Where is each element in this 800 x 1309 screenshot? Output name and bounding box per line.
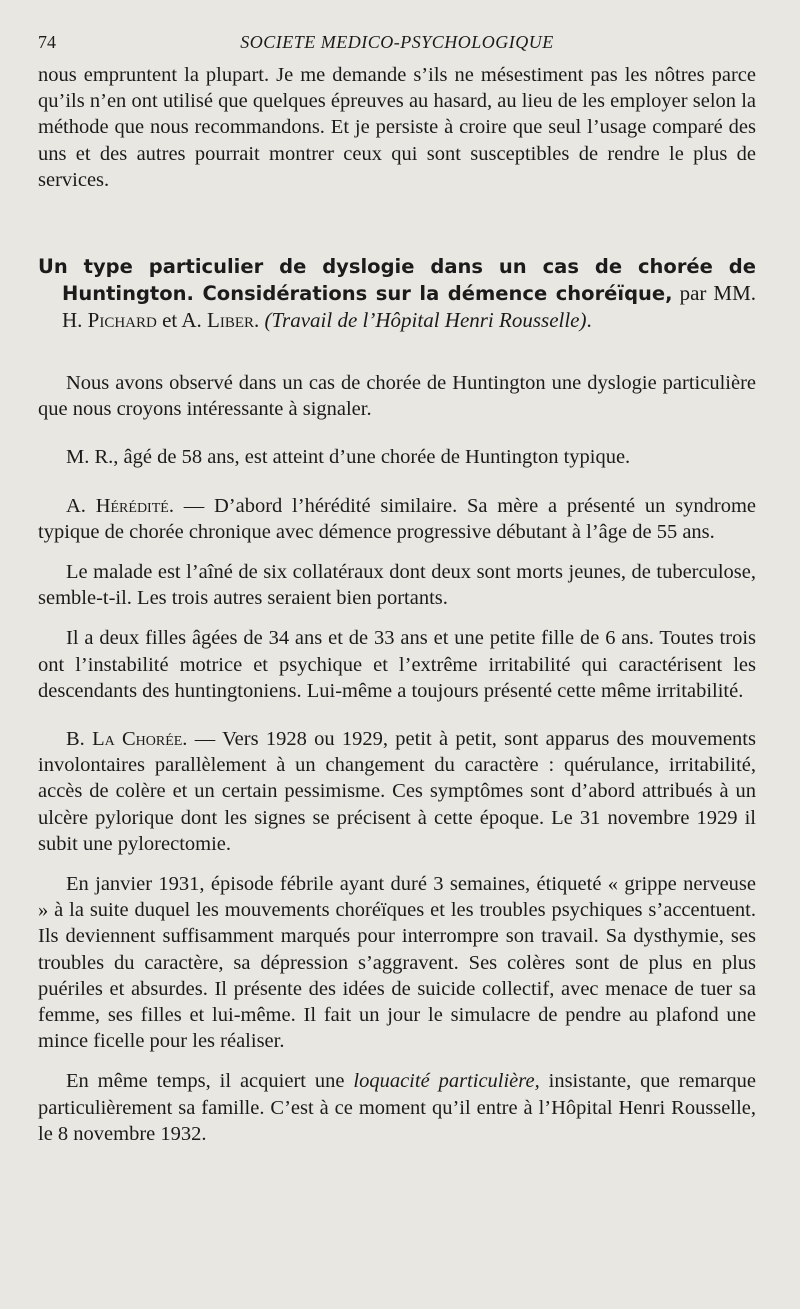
page-header [38,28,756,62]
section-heading-heredite: A. Hérédité. [66,494,174,517]
paragraph-8-italic: loquacité particulière, [353,1070,540,1093]
paragraph-choree [38,726,756,857]
author-2: Liber [207,308,255,333]
paragraph-8 [38,1068,756,1147]
article-title-and: et A. [156,308,208,333]
paragraph-choree-text: — Vers 1928 ou 1929, petit à petit, sont apparus des mouvements involontaires parallèlement à un changement du caractère : quérulance, irritabilité, accès de colère et un certain pessimisme. Ces symptômes sont d’abord attribués à un ulcère pylorique dont les signes se précisent à cette époque. Le 31 novembre 1929 il subit une pylorectomie. [38,728,756,855]
article-title-par: par MM. H. [62,281,756,333]
article-title-bold: Un type particulier de dyslogie dans un cas de chorée de Huntington. Considérations sur la démence choréïque, [38,255,756,306]
paragraph-2: M. R., âgé de 58 ans, est atteint d’une chorée de Huntington typique. [66,446,631,469]
paragraph-heredite-text: — D’abord l’hérédité similaire. Sa mère a présenté un syndrome typique de chorée chronique avec démence progressive débutant à l’âge de 55 ans. [38,494,756,543]
paragraph-4: Le malade est l’aîné de six collatéraux dont deux sont morts jeunes, de tuberculose, semble-t-il. Les trois autres seraient bien portants. [38,561,756,610]
intro-paragraph: nous empruntent la plupart. Je me demande s’ils ne mésestiment pas les nôtres parce qu’ils n’en ont utilisé que quelques épreuves au hasard, au lieu de les employer selon la méthode que nous recommandons. Et je persiste à croire que seul l’usage comparé des uns et des autres pourrait montrer ceux qui sont susceptibles de rendre le plus de services. [38,64,756,191]
paragraph-5: Il a deux filles âgées de 34 ans et de 33 ans et une petite fille de 6 ans. Toutes trois ont l’instabilité motrice et psychique et l’extrême irritabilité qui caractérisent les descendants des huntingtoniens. Lui-même a toujours présenté cette même irritabilité. [38,627,756,702]
section-heading-choree: B. La Chorée. [66,728,188,751]
page-number: 74 [38,32,56,52]
paragraph-8-end: insistante, que remarque particulièrement sa famille. C’est à ce moment qu’il entre à l’Hôpital Henri Rousselle, le 8 novembre 1932. [38,1070,756,1145]
article-title-period: . [254,308,265,333]
article-title [38,253,756,334]
article-title-end: . [586,308,592,333]
institution: (Travail de l’Hôpital Henri Rousselle) [264,308,587,333]
running-title: SOCIETE MEDICO-PSYCHOLOGIQUE [240,32,554,52]
author-1: Pichard [87,308,157,333]
paragraph-heredite [38,493,756,545]
paragraph-7: En janvier 1931, épisode fébrile ayant duré 3 semaines, étiqueté « grippe nerveuse » à la suite duquel les mouvements choréïques et les troubles psychiques s’accentuent. Ils deviennent suffisamment marqués pour interrompre son travail. Sa dysthymie, ses troubles du caractère, sa dépression s’aggravent. Ses colères sont de plus en plus puériles et absurdes. Il présente des idées de suicide collectif, avec menace de tuer sa femme, ses filles et lui-même. Il fait un jour le simulacre de pendre au plafond une mince ficelle pour les réaliser. [38,873,756,1053]
paragraph-8-start: En même temps, il acquiert une [66,1070,354,1093]
paragraph-1: Nous avons observé dans un cas de chorée de Huntington une dyslogie particulière que nous croyons intéressante à signaler. [38,372,756,421]
